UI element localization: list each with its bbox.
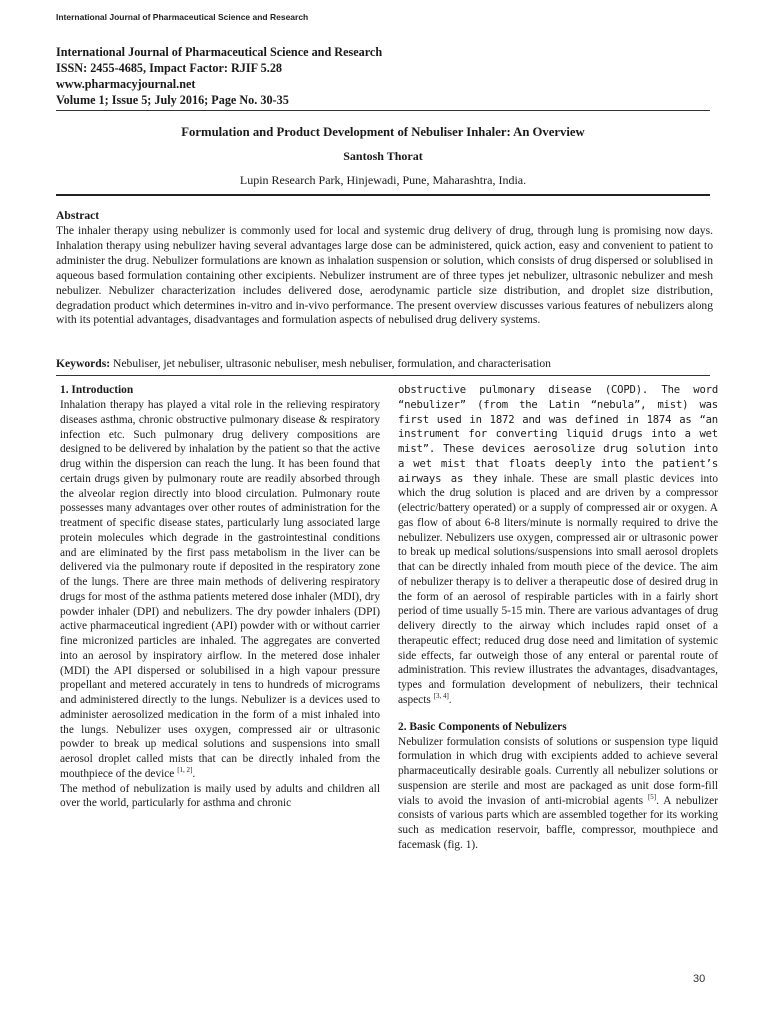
journal-name: International Journal of Pharmaceutical Science and Research (56, 45, 383, 59)
intro-paragraph-3: obstructive pulmonary disease (COPD). The word “nebulizer” (from the Latin “nebula”, mist) was first used in 1872 and was defined in 1874 as “an instrument for converting liquid drugs into a wet mist”. These devices aerosolize drug solution into a wet mist that floats deeply into the patient’s airways as they inhale. These are small plastic devices into which the drug solution is placed and are driven by a compressor (electric/battery operated) or a supply of compressed air or oxygen. A gas flow of about 6-8 liters/minute is normally required to drive the nebulizer. Nebulizers use oxygen, compressed air or ultrasonic power to break up medical solutions/suspensions into small aerosol droplets that can be directly inhaled from mouth piece of the device. The aim of nebulizer therapy is to deliver a therapeutic dose of desired drug in the form of an aerosol of respirable particles with in a fairly short period of time usually 5-15 min. There are various advantages of drug delivery directly to the airway which includes rapid onset of a therapeutic effect; reduced drug dose need and limitation of systemic side effects, far outweigh those of any enteral or parental route of administration. This review illustrates the advantages, disadvantages, types and formulation development of nebulizers, their technical aspects [3, 4]. (398, 384, 719, 706)
keywords-divider (56, 375, 710, 376)
citation-3-4: [3, 4] (433, 691, 449, 700)
keywords-label: Keywords: (56, 357, 111, 370)
intro-paragraph-1: Inhalation therapy has played a vital role in the relieving respiratory diseases asthma, chronic obstructive pulmonary disease & respiratory infection etc. Such pulmonary drug delivery compositions are designed to be delivered by inhalation by the patient so that the active drug within the dispersion can reach the lung. It has been found that certain drugs given by pulmonary route are readily absorbed through the alveolar region directly into blood circulation. Pulmonary route possesses many advantages over other routes of administration for the treatment of specific disease states, particularly lung associated large protein molecules which degrade in the gastrointestinal conditions and are eliminated by the first pass metabolism in the liver can be delivered via the pulmonary route if deposited in the respiratory zone of the lungs. There are three main methods of delivering respiratory drugs for most of the asthma patients metered dose inhaler (MDI), dry powder inhaler (DPI) and nebulizers. The dry powder inhalers (DPI) active pharmaceutical ingredient (API) powder with or without carrier fine micronized particles are inhaled. The aggregates are converted into an aerosol by inspiratory airflow. In the metered dose inhaler (MDI) the API dispersed or solubilised in a high vapour pressure propellant and metered accurately in tens to hundreds of micrograms and administered directly to the lungs. Nebulizer is a devices used to administer aerosolized medication in the form of a mist inhaled into the lungs. Nebulizer uses oxygen, compressed air or ultrasonic powder to break up medical solutions and suspensions into small aerosol droplet called mists that can be directly inhaled from the mouthpiece of the device [1, 2]. (60, 399, 380, 780)
left-column (60, 383, 380, 811)
right-column (398, 383, 718, 853)
author-affiliation: Lupin Research Park, Hinjewadi, Pune, Maharashtra, India. (239, 173, 527, 187)
basic-components-heading: 2. Basic Components of Nebulizers (398, 720, 567, 733)
citation-5: [5] (647, 792, 657, 801)
keywords-line (56, 356, 713, 371)
abstract-heading: Abstract (56, 209, 100, 222)
abstract-section (56, 208, 713, 328)
issn-line: ISSN: 2455-4685, Impact Factor: RJIF 5.28 (56, 61, 283, 75)
running-header: International Journal of Pharmaceutical Science and Research (56, 12, 309, 22)
intro-paragraph-2: The method of nebulization is maily used by adults and children all over the world, particularly for asthma and chronic (60, 782, 380, 810)
title-divider (56, 194, 710, 196)
article-title: Formulation and Product Development of Nebuliser Inhaler: An Overview (181, 125, 585, 139)
author-name: Santosh Thorat (343, 149, 423, 163)
volume-line: Volume 1; Issue 5; July 2016; Page No. 30-35 (56, 93, 289, 107)
journal-info (56, 44, 716, 108)
keywords-text: Nebuliser, jet nebuliser, ultrasonic nebuliser, mesh nebuliser, formulation, and characterisation (113, 357, 551, 370)
intro-heading: 1. Introduction (60, 384, 134, 396)
citation-1-2: [1, 2] (177, 765, 193, 774)
basic-components-paragraph: Nebulizer formulation consists of solutions or suspension type liquid formulation in which drug with excipients added to achieve several pharmaceutically desirable goals. Currently all nebulizer solutions or suspension are sterile and most are packaged as unit dose form-fill vials to avoid the invasion of anti-microbial agents [5]. A nebulizer consists of various parts which are assembled together for its working such as medication reservoir, baffle, compressor, mouthpiece and facemask (fig. 1). (398, 735, 718, 851)
abstract-text: The inhaler therapy using nebulizer is commonly used for local and systemic drug delivery of drug, through lung is promising now days. Inhalation therapy using nebulizer having several advantages large dose can be administered, quick action, easy and convenient to patient to administer the drug. Nebulizer formulations are known as inhalation suspension or solution, which consists of drug dispersed or solublised in aqueous based formulation containing other excipients. Nebulizer instrument are of three types jet nebulizer, ultrasonic nebulizer and mesh nebulizer. Nebulizer characterization includes delivered dose, aerodynamic particle size distribution, and droplet size distribution, degradation product which determines in-vitro and in-vivo performance. The present overview discusses various features of nebulizers along with its potential advantages, disadvantages and formulation aspects of nebulised drug delivery systems. (56, 224, 713, 327)
journal-website: www.pharmacyjournal.net (56, 77, 196, 91)
quoted-definition: obstructive pulmonary disease (COPD). The word “nebulizer” (from the Latin “nebula”, mist) was first used in 1872 and was defined in 1874 as “an instrument for converting liquid drugs into a wet mist”. These devices aerosolize drug solution into a wet mist that floats deeply into the patient’s airways as they (398, 384, 718, 485)
header-divider (56, 110, 710, 111)
page-number: 30 (693, 973, 706, 985)
